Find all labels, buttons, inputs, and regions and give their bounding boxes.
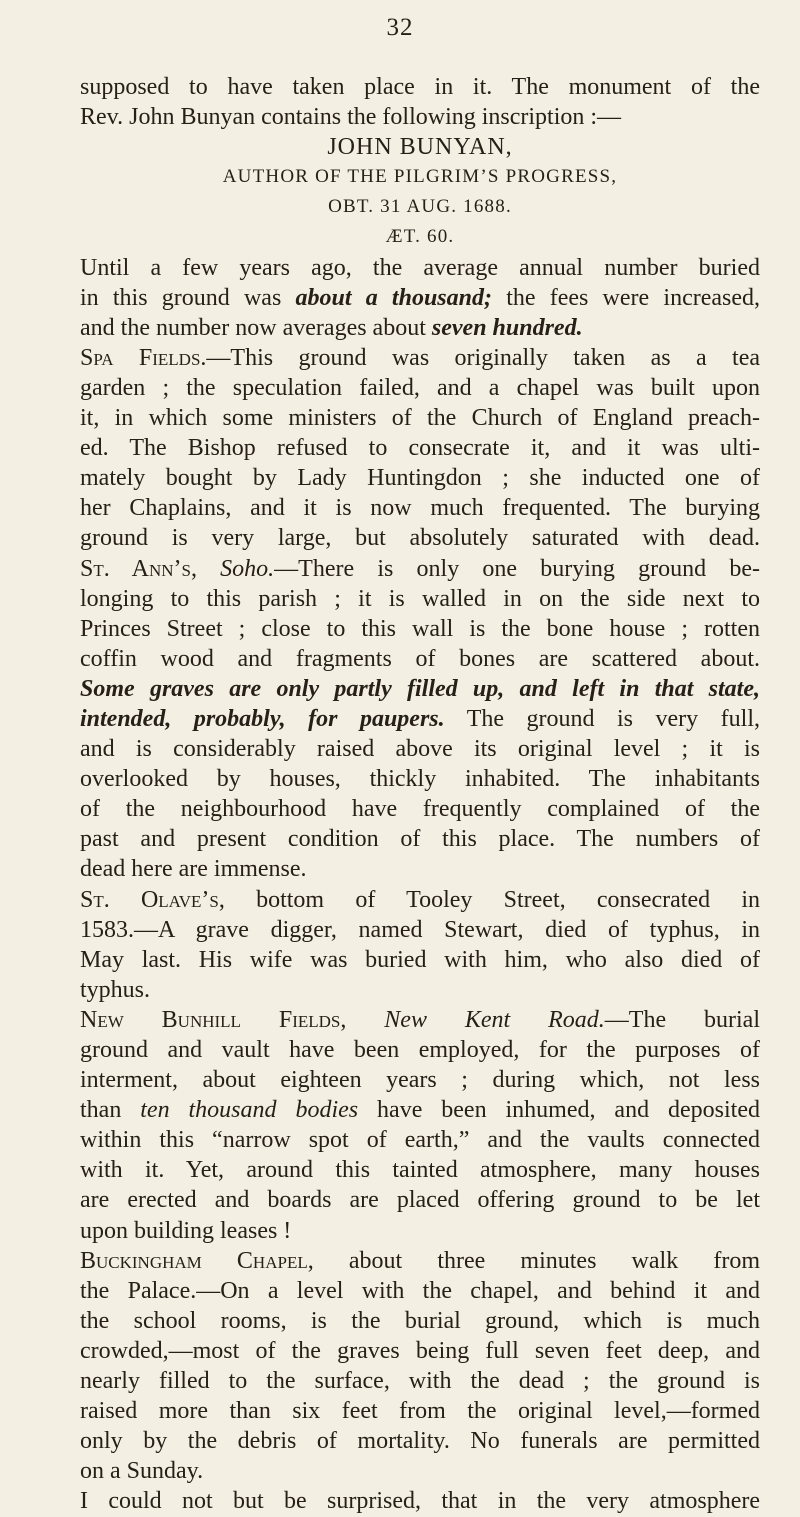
text-line: are erected and boards are placed offering ground to be let — [80, 1187, 760, 1214]
text-run: —The burial — [604, 1006, 761, 1033]
text-line: overlooked by houses, thickly inhabited. The inhabitants — [80, 766, 760, 793]
text-line — [80, 1246, 760, 1276]
text-line: crowded,—most of the graves being full seven feet deep, and — [80, 1337, 760, 1364]
text-line: raised more than six feet from the original level,—formed — [80, 1398, 760, 1425]
section-heading: Buckingham Chapel, — [80, 1247, 314, 1274]
text-line — [80, 1005, 760, 1035]
text-line — [80, 313, 760, 343]
section-heading: Spa Fields. — [80, 344, 207, 371]
text-line: coffin wood and fragments of bones are scattered about. — [80, 645, 760, 672]
text-line: 1583.—A grave digger, named Stewart, died of typhus, in — [80, 916, 760, 943]
text-line: Princes Street ; close to this wall is the bone house ; rotten — [80, 615, 760, 642]
text-run: than — [80, 1097, 141, 1124]
text-line: interment, about eighteen years ; during which, not less — [80, 1067, 760, 1094]
text-run: in this ground was — [80, 284, 296, 311]
text-line: May last. His wife was buried with him, who also died of — [80, 946, 760, 973]
text-line: longing to this parish ; it is walled in on the side next to — [80, 585, 760, 612]
inscription-name: JOHN BUNYAN, — [327, 134, 513, 161]
text-line: on a Sunday. — [80, 1458, 204, 1485]
text-line: only by the debris of mortality. No funerals are permitted — [80, 1428, 760, 1455]
text-run: —This ground was originally taken as a tea — [206, 344, 761, 371]
inscription-age: ÆT. 60. — [385, 226, 455, 248]
text-line: with it. Yet, around this tainted atmosphere, many houses — [80, 1157, 760, 1184]
text-line: typhus. — [80, 976, 151, 1003]
section-heading: St. Olave’s, — [80, 886, 225, 913]
text-line: I could not but be surprised, that in the very atmosphere — [80, 1488, 760, 1515]
text-run: and the number now averages about — [80, 314, 432, 341]
text-line — [80, 343, 760, 373]
section-subheading: Soho. — [220, 555, 275, 582]
text-line: it, in which some ministers of the Church of England preach- — [80, 405, 760, 432]
text-run: The ground is very full, — [444, 705, 760, 732]
text-line — [80, 1095, 760, 1125]
text-run: have been inhumed, and deposited — [358, 1097, 760, 1124]
text-run: the fees were increased, — [491, 284, 761, 311]
emphasis-text: intended, probably, for paupers. — [80, 705, 445, 732]
text-line: Rev. John Bunyan contains the following inscription :— — [80, 104, 622, 131]
text-line: past and present condition of this place. The numbers of — [80, 826, 760, 853]
text-line: ed. The Bishop refused to consecrate it, and it was ulti- — [80, 435, 760, 462]
emphasis-text: seven hundred. — [431, 314, 583, 341]
text-line: of the neighbourhood have frequently complained of the — [80, 796, 760, 823]
text-line: supposed to have taken place in it. The monument of the — [80, 74, 760, 100]
text-line — [80, 885, 760, 915]
page-number: 32 — [386, 14, 414, 41]
text-line: the Palace.—On a level with the chapel, and behind it and — [80, 1277, 760, 1304]
inscription-title: AUTHOR OF THE PILGRIM’S PROGRESS, — [222, 166, 618, 188]
text-line — [80, 704, 760, 734]
text-line: the school rooms, is the burial ground, which is much — [80, 1307, 760, 1334]
text-run: about three minutes walk from — [313, 1247, 760, 1274]
text-line: ground is very large, but absolutely saturated with dead. — [80, 525, 760, 552]
text-line: ground and vault have been employed, for the purposes of — [80, 1037, 760, 1063]
text-line: mately bought by Lady Huntingdon ; she inducted one of — [80, 465, 760, 492]
text-line: dead here are immense. — [80, 856, 307, 883]
text-line — [80, 283, 760, 313]
text-run: —There is only one burying ground be- — [274, 555, 760, 582]
text-run: bottom of Tooley Street, consecrated in — [224, 886, 760, 913]
section-subheading: New Kent Road. — [384, 1006, 605, 1033]
emphasis-text: about a thousand; — [295, 284, 492, 311]
text-line: within this “narrow spot of earth,” and the vaults connected — [80, 1127, 760, 1154]
text-line: and is considerably raised above its original level ; it is — [80, 736, 760, 763]
text-line: her Chaplains, and it is now much frequented. The burying — [80, 495, 760, 522]
text-line — [80, 554, 760, 584]
body-text — [80, 72, 760, 1517]
text-line: nearly filled to the surface, with the dead ; the ground is — [80, 1368, 760, 1395]
text-line: upon building leases ! — [80, 1217, 292, 1244]
section-heading: New Bunhill Fields, — [80, 1006, 385, 1033]
inscription-date: OBT. 31 AUG. 1688. — [328, 196, 512, 218]
emphasis-text: Some graves are only partly filled up, and left in that state, — [80, 675, 760, 702]
section-heading: St. Ann’s, — [80, 555, 221, 582]
text-line: Until a few years ago, the average annual number buried — [80, 254, 760, 281]
text-line: garden ; the speculation failed, and a chapel was built upon — [80, 374, 760, 401]
emphasis-text: ten thousand bodies — [140, 1097, 359, 1124]
